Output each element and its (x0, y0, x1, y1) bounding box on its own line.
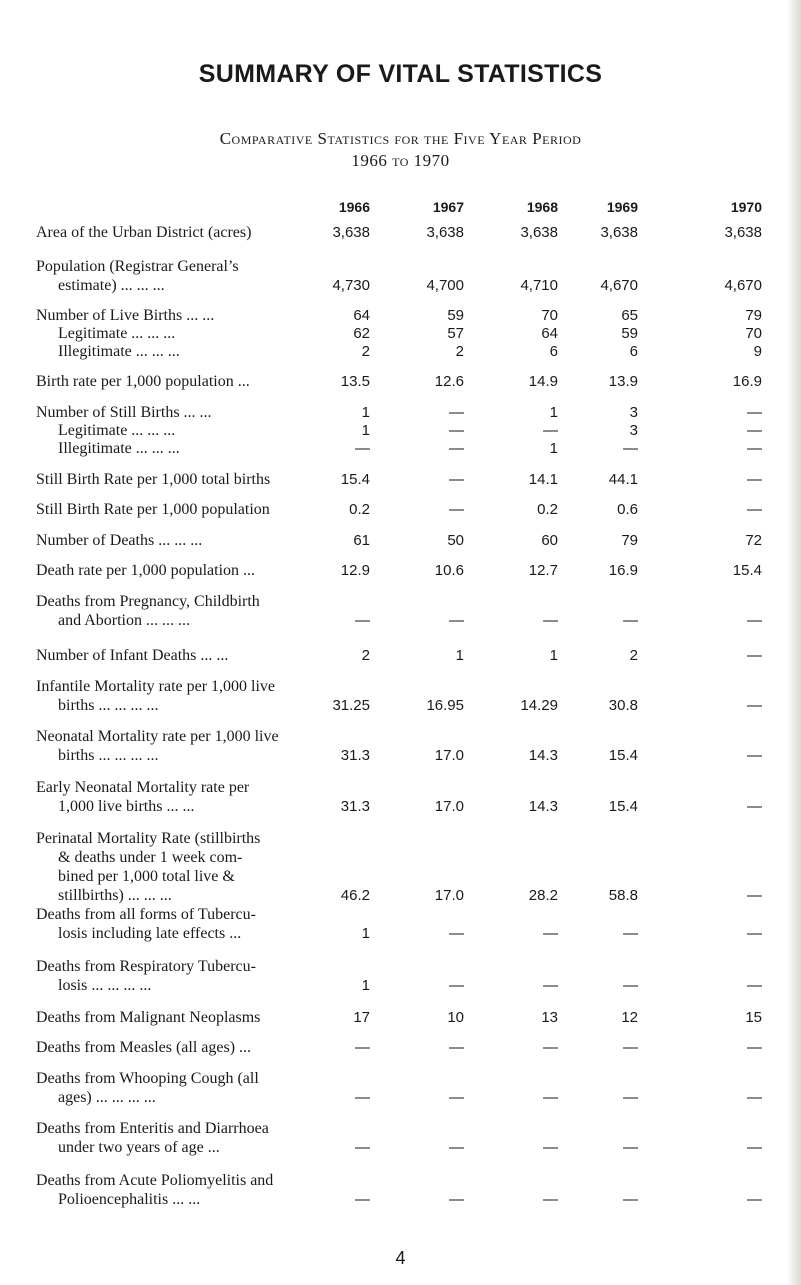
row-value: — (543, 1089, 558, 1106)
row-value: — (449, 422, 464, 439)
row-value: 14.3 (528, 747, 558, 764)
row-value: — (355, 1089, 370, 1106)
row-value: — (623, 1191, 638, 1208)
row-value: 0.2 (349, 501, 370, 518)
row-label-line: Deaths from Whooping Cough (all (36, 1070, 259, 1087)
row-label-line: Number of Live Births ... ... (36, 307, 215, 324)
row-label-line: Area of the Urban District (acres) (36, 224, 252, 241)
row-value: 79 (621, 532, 638, 549)
row-value: — (355, 1039, 370, 1056)
row-value: — (747, 1191, 762, 1208)
row-value: — (543, 422, 558, 439)
row-value: — (543, 977, 558, 994)
row-value: 9 (753, 343, 762, 360)
row-label-line: Number of Still Births ... ... (36, 404, 212, 421)
row-label-line: Infantile Mortality rate per 1,000 live (36, 678, 276, 695)
row-label-line: 1,000 live births ... ... (58, 798, 195, 815)
row-value: — (543, 1039, 558, 1056)
row-label-line: Birth rate per 1,000 population ... (36, 373, 250, 390)
row-label-line: Deaths from Enteritis and Diarrhoea (36, 1120, 269, 1137)
row-value: — (449, 501, 464, 518)
row-label-line: births ... ... ... ... (58, 747, 159, 764)
row-value: — (355, 1191, 370, 1208)
row-label-line: Deaths from Malignant Neoplasms (36, 1009, 261, 1026)
row-value: — (747, 440, 762, 457)
row-label-line: Deaths from Acute Poliomyelitis and (36, 1172, 274, 1189)
row-value: 3 (629, 422, 638, 439)
row-value: — (623, 977, 638, 994)
row-label-line: Deaths from Respiratory Tubercu- (36, 958, 256, 975)
row-value: 15 (745, 1009, 762, 1026)
page-number: 4 (395, 1248, 406, 1268)
row-value: 14.3 (528, 798, 558, 815)
row-value: 61 (353, 532, 370, 549)
row-value: — (623, 1089, 638, 1106)
row-label-line: under two years of age ... (58, 1139, 220, 1156)
year-header: 1967 (432, 199, 464, 215)
row-value: 30.8 (608, 697, 638, 714)
row-value: — (623, 1039, 638, 1056)
row-value: — (355, 440, 370, 457)
year-header: 1966 (338, 199, 370, 215)
row-label-line: losis including late effects ... (58, 925, 242, 942)
row-value: 31.3 (340, 747, 370, 764)
row-label-line: Number of Deaths ... ... ... (36, 532, 203, 549)
row-value: — (355, 1139, 370, 1156)
row-value: 72 (745, 532, 762, 549)
row-value: 1 (361, 977, 370, 994)
row-value: 4,670 (600, 277, 638, 294)
row-label-line: Polioencephalitis ... ... (58, 1191, 201, 1208)
year-header-row (0, 199, 801, 219)
year-header: 1969 (606, 199, 638, 215)
page-subtitle: Comparative Statistics for the Five Year Period (219, 129, 582, 148)
row-value: — (449, 471, 464, 488)
row-value: 6 (549, 343, 558, 360)
row-value: 1 (549, 404, 558, 421)
row-value: 13 (541, 1009, 558, 1026)
row-value: 2 (361, 343, 370, 360)
row-value: 14.9 (528, 373, 558, 390)
row-value: 15.4 (732, 562, 762, 579)
row-value: 2 (361, 647, 370, 664)
row-label-line: Neonatal Mortality rate per 1,000 live (36, 728, 279, 745)
row-value: 2 (455, 343, 464, 360)
row-value: 3 (629, 404, 638, 421)
row-value: 14.1 (528, 471, 558, 488)
row-label-line: Legitimate ... ... ... (58, 422, 176, 439)
row-label-line: & deaths under 1 week com- (58, 849, 243, 866)
year-header: 1968 (526, 199, 558, 215)
row-label-line: Perinatal Mortality Rate (stillbirths (36, 830, 261, 847)
row-value: 4,730 (332, 277, 370, 294)
row-value: 1 (361, 925, 370, 942)
row-value: — (623, 925, 638, 942)
row-label-line: Still Birth Rate per 1,000 total births (36, 471, 271, 488)
row-value: 15.4 (608, 747, 638, 764)
row-value: — (449, 1191, 464, 1208)
row-value: 64 (541, 325, 558, 342)
page-edge-shadow (787, 0, 801, 1285)
row-value: 28.2 (528, 887, 558, 904)
row-value: 3,638 (520, 224, 558, 241)
row-value: — (747, 798, 762, 815)
row-value: — (449, 1039, 464, 1056)
row-label-line: Deaths from all forms of Tubercu- (36, 906, 256, 923)
row-value: 60 (541, 532, 558, 549)
row-value: 14.29 (520, 697, 558, 714)
row-value: — (747, 612, 762, 629)
row-value: — (543, 1139, 558, 1156)
row-label-line: Still Birth Rate per 1,000 population (36, 501, 270, 518)
row-value: 57 (447, 325, 464, 342)
row-value: 0.6 (617, 501, 638, 518)
row-label-line: bined per 1,000 total live & (58, 868, 235, 885)
row-value: — (747, 887, 762, 904)
row-value: 44.1 (608, 471, 638, 488)
row-value: 1 (549, 440, 558, 457)
row-value: 1 (455, 647, 464, 664)
row-value: 31.25 (332, 697, 370, 714)
row-value: — (449, 925, 464, 942)
row-label-line: births ... ... ... ... (58, 697, 159, 714)
row-value: 46.2 (340, 887, 370, 904)
page-subtitle-period: 1966 to 1970 (351, 151, 450, 170)
row-value: 0.2 (537, 501, 558, 518)
row-value: — (747, 1039, 762, 1056)
row-label-line: losis ... ... ... ... (58, 977, 152, 994)
row-value: 4,700 (426, 277, 464, 294)
row-value: 17.0 (434, 798, 464, 815)
row-value: — (449, 1139, 464, 1156)
row-value: 3,638 (724, 224, 762, 241)
row-value: 1 (361, 404, 370, 421)
row-value: — (449, 440, 464, 457)
row-value: 4,670 (724, 277, 762, 294)
row-value: — (747, 925, 762, 942)
row-label-line: Death rate per 1,000 population ... (36, 562, 256, 579)
row-value: 10.6 (434, 562, 464, 579)
row-label-line: Legitimate ... ... ... (58, 325, 176, 342)
row-value: — (623, 440, 638, 457)
row-value: 13.5 (340, 373, 370, 390)
row-label-line: Illegitimate ... ... ... (58, 343, 180, 360)
row-value: 12 (621, 1009, 638, 1026)
row-value: 12.6 (434, 373, 464, 390)
row-value: 2 (629, 647, 638, 664)
row-value: 1 (549, 647, 558, 664)
row-label-line: estimate) ... ... ... (58, 277, 165, 294)
row-value: — (543, 1191, 558, 1208)
row-label-line: Illegitimate ... ... ... (58, 440, 180, 457)
row-value: — (747, 422, 762, 439)
row-value: 3,638 (600, 224, 638, 241)
row-value: 4,710 (520, 277, 558, 294)
row-value: 65 (621, 307, 638, 324)
row-value: 64 (353, 307, 370, 324)
year-header: 1970 (730, 199, 762, 215)
row-value: 50 (447, 532, 464, 549)
row-value: 17 (353, 1009, 370, 1026)
row-value: — (747, 747, 762, 764)
row-value: — (747, 1139, 762, 1156)
row-value: 17.0 (434, 747, 464, 764)
row-value: — (747, 697, 762, 714)
row-value: 13.9 (608, 373, 638, 390)
row-label-line: and Abortion ... ... ... (58, 612, 190, 629)
row-value: — (449, 612, 464, 629)
row-value: 16.95 (426, 697, 464, 714)
row-label-line: Early Neonatal Mortality rate per (36, 779, 250, 796)
row-value: — (543, 612, 558, 629)
row-value: 12.9 (340, 562, 370, 579)
row-value: 79 (745, 307, 762, 324)
row-value: 16.9 (608, 562, 638, 579)
page-title: SUMMARY OF VITAL STATISTICS (198, 60, 603, 88)
row-value: 10 (447, 1009, 464, 1026)
row-label-line: stillbirths) ... ... ... (58, 887, 172, 904)
row-value: — (747, 977, 762, 994)
row-value: 16.9 (732, 373, 762, 390)
row-value: — (449, 404, 464, 421)
row-value: 31.3 (340, 798, 370, 815)
row-value: — (449, 1089, 464, 1106)
row-value: 12.7 (528, 562, 558, 579)
row-value: 3,638 (426, 224, 464, 241)
row-value: — (747, 1089, 762, 1106)
row-value: 70 (541, 307, 558, 324)
row-value: — (623, 1139, 638, 1156)
row-value: 15.4 (340, 471, 370, 488)
row-label-line: Deaths from Measles (all ages) ... (36, 1039, 252, 1056)
row-value: — (747, 501, 762, 518)
row-value: — (747, 647, 762, 664)
row-value: — (355, 612, 370, 629)
row-value: 70 (745, 325, 762, 342)
row-value: 59 (621, 325, 638, 342)
row-label-line: Deaths from Pregnancy, Childbirth (36, 593, 260, 610)
row-value: 58.8 (608, 887, 638, 904)
row-value: 1 (361, 422, 370, 439)
row-value: 6 (629, 343, 638, 360)
row-value: 62 (353, 325, 370, 342)
row-value: — (623, 612, 638, 629)
row-value: — (543, 925, 558, 942)
row-value: — (747, 404, 762, 421)
row-value: — (747, 471, 762, 488)
row-label-line: Number of Infant Deaths ... ... (36, 647, 229, 664)
row-value: 17.0 (434, 887, 464, 904)
row-value: 59 (447, 307, 464, 324)
row-value: 3,638 (332, 224, 370, 241)
row-value: — (449, 977, 464, 994)
row-label-line: ages) ... ... ... ... (58, 1089, 156, 1106)
row-label-line: Population (Registrar General’s (36, 258, 239, 275)
row-value: 15.4 (608, 798, 638, 815)
